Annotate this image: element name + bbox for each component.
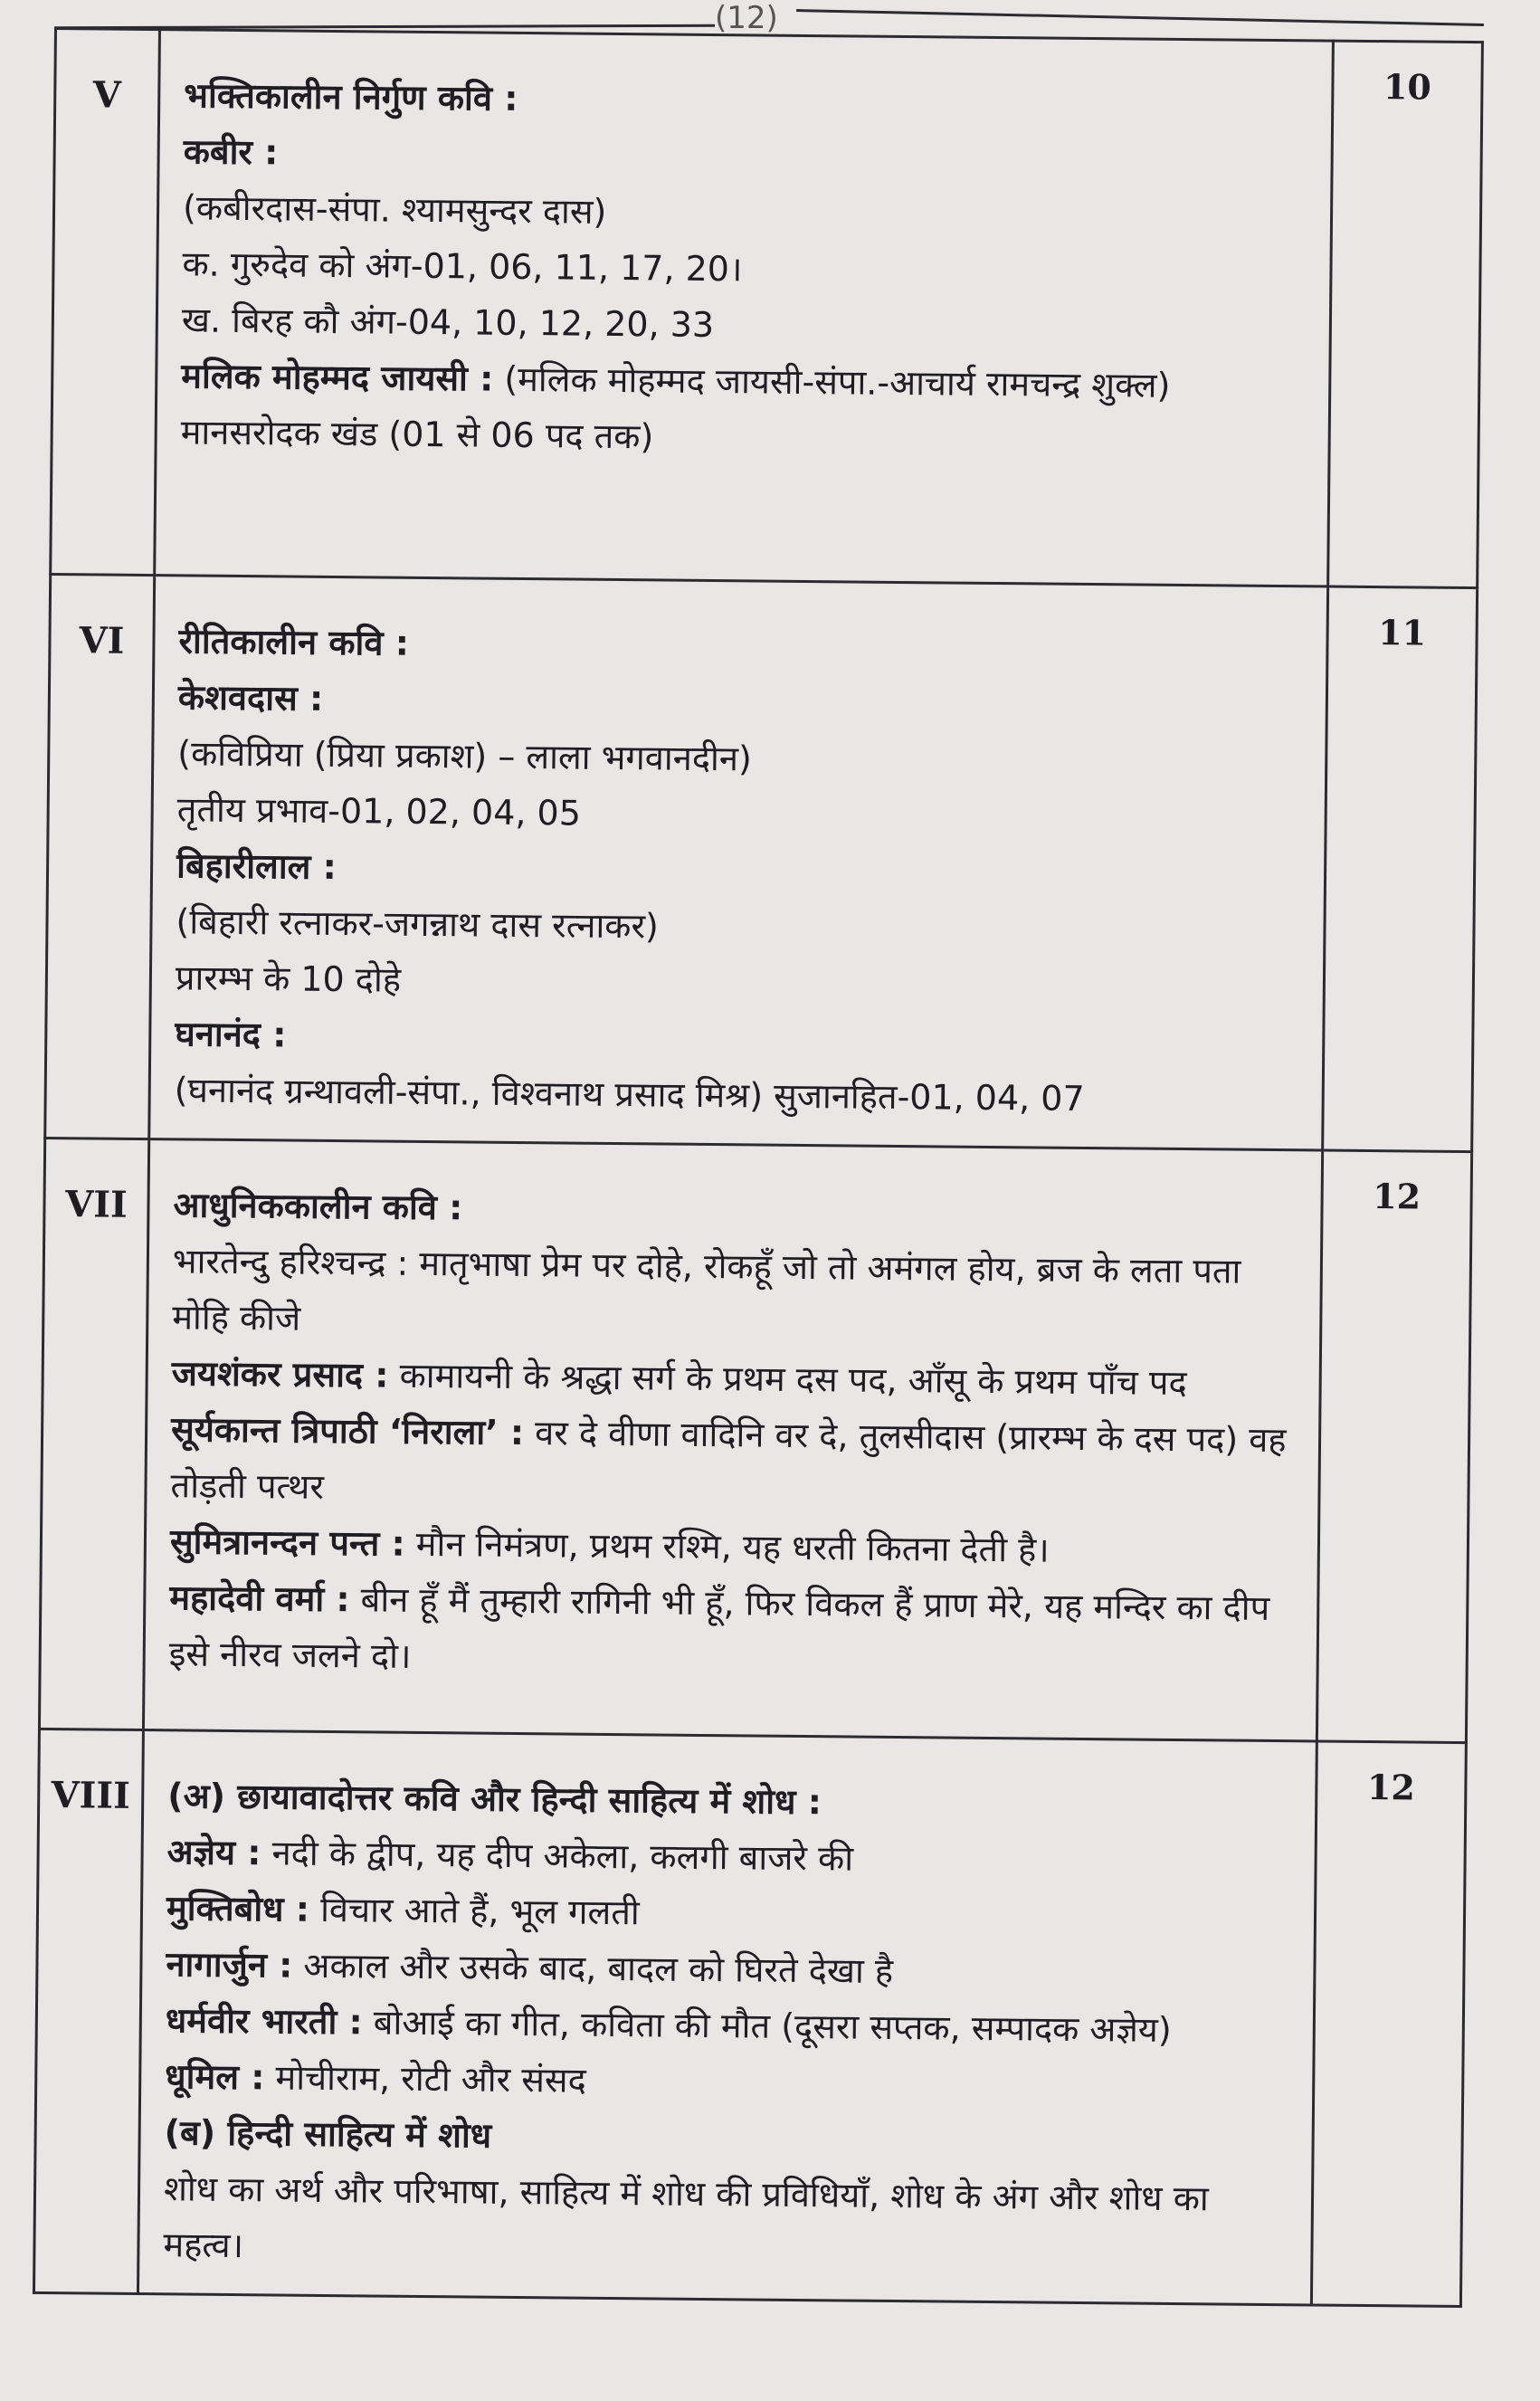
topic-text: (बिहारी रत्नाकर-जगन्नाथ दास रत्नाकर) bbox=[176, 901, 660, 947]
lectures-cell: 10 bbox=[1328, 41, 1483, 588]
topic-line bbox=[178, 613, 1303, 680]
topic-text: बोआई का गीत, कविता की मौत (दूसरा सप्तक, सम्पादक अज्ञेय) bbox=[362, 2002, 1172, 2050]
topic-cell bbox=[138, 1730, 1317, 2305]
topic-heading: (अ) छायावादोत्तर कवि और हिन्दी साहित्य में शोध : bbox=[167, 1776, 822, 1823]
topic-text: बीन हूँ मैं तुम्हारी रागिनी भी हूँ, फिर विकल हैं प्राण मेरे, यह मन्दिर का दीप इसे नीरव जलने दो। bbox=[168, 1579, 1270, 1676]
topic-heading: कबीर : bbox=[183, 131, 279, 173]
topic-text: वर दे वीणा वादिनि वर दे, तुलसीदास (प्रारम्भ के दस पद) वह तोड़ती पत्थर bbox=[170, 1413, 1287, 1507]
topic-heading: (ब) हिन्दी साहित्य में शोध bbox=[164, 2112, 492, 2156]
topic-line bbox=[170, 1401, 1295, 1524]
lectures-cell: 11 bbox=[1323, 586, 1478, 1152]
topic-heading: जयशंकर प्रसाद : bbox=[171, 1353, 389, 1396]
topic-text: अकाल और उसके बाद, बादल को घिरते देखा है bbox=[292, 1945, 894, 1991]
topic-heading: बिहारीलाल : bbox=[176, 845, 337, 888]
topic-text: क. गुरुदेव को अंग-01, 06, 11, 17, 20। bbox=[182, 243, 743, 290]
unit-cell: VII bbox=[39, 1138, 148, 1729]
top-rule-right bbox=[796, 9, 1484, 26]
topic-heading: सुमित्रानन्दन पन्त : bbox=[169, 1521, 405, 1564]
topic-text: विचार आते हैं, भूल गलती bbox=[309, 1889, 640, 1933]
topic-heading: भक्तिकालीन निर्गुण कवि : bbox=[184, 75, 518, 119]
topic-heading: सूर्यकान्त त्रिपाठी ‘निराला’ : bbox=[170, 1409, 525, 1453]
topic-text: मौन निमंत्रण, प्रथम रश्मि, यह धरती कितना देती है। bbox=[404, 1523, 1050, 1570]
topic-text: ख. बिरह कौ अंग-04, 10, 12, 20, 33 bbox=[181, 300, 715, 346]
topic-heading: नागार्जुन : bbox=[166, 1944, 293, 1986]
topic-line bbox=[172, 1233, 1297, 1356]
topic-line bbox=[184, 67, 1308, 134]
unit-cell: VIII bbox=[33, 1729, 143, 2293]
topic-heading: घनानंद : bbox=[175, 1014, 287, 1055]
topic-line bbox=[176, 949, 1300, 1016]
topic-cell bbox=[143, 1139, 1322, 1741]
topic-text: मोचीराम, रोटी और संसद bbox=[264, 2057, 586, 2101]
topic-text: मानसरोदक खंड (01 से 06 पद तक) bbox=[180, 412, 654, 457]
table-row bbox=[45, 574, 1478, 1151]
topic-text: (घनानंद ग्रन्थावली-संपा., विश्वनाथ प्रसाद मिश्र) सुजानहित-01, 04, 07 bbox=[174, 1070, 1085, 1119]
topic-text: (मलिक मोहम्मद जायसी-संपा.-आचार्य रामचन्द्र शुक्ल) bbox=[493, 358, 1171, 405]
topic-line bbox=[174, 1062, 1298, 1129]
unit-cell: V bbox=[51, 29, 160, 576]
topic-text: तृतीय प्रभाव-01, 02, 04, 05 bbox=[176, 789, 582, 834]
topic-line bbox=[176, 781, 1301, 848]
table-row bbox=[33, 1729, 1466, 2306]
topic-cell bbox=[149, 576, 1328, 1150]
page-number: (12) bbox=[715, 0, 778, 36]
topic-heading: महादेवी वर्मा : bbox=[169, 1577, 350, 1620]
topic-heading: मुक्तिबोध : bbox=[166, 1888, 310, 1929]
topic-text: (कविप्रिया (प्रिया प्रकाश) – लाला भगवानदीन) bbox=[177, 733, 753, 779]
topic-text: शोध का अर्थ और परिभाषा, साहित्य में शोध की प्रविधियाँ, शोध के अंग और शोध का महत्व। bbox=[163, 2168, 1209, 2266]
topic-text: नदी के द्वीप, यह दीप अकेला, कलगी बाजरे की bbox=[261, 1833, 854, 1879]
topic-text: प्रारम्भ के 10 दोहे bbox=[175, 958, 402, 1000]
topic-text: कामायनी के श्रद्धा सर्ग के प्रथम दस पद, आँसू के प्रथम पाँच पद bbox=[388, 1355, 1187, 1404]
topic-heading: केशवदास : bbox=[177, 677, 324, 719]
syllabus-table-body bbox=[33, 29, 1482, 2307]
table-row bbox=[51, 29, 1483, 588]
topic-text: (कबीरदास-संपा. श्यामसुन्दर दास) bbox=[182, 187, 607, 232]
lectures-cell: 12 bbox=[1311, 1741, 1466, 2307]
table-row bbox=[39, 1138, 1471, 1742]
topic-line bbox=[168, 1569, 1293, 1692]
topic-cell bbox=[155, 30, 1334, 586]
syllabus-table-wrapper bbox=[33, 27, 1484, 2276]
topic-heading: धर्मवीर भारती : bbox=[165, 2000, 363, 2043]
topic-heading: रीतिकालीन कवि : bbox=[178, 621, 410, 663]
topic-heading: मलिक मोहम्मद जायसी : bbox=[181, 356, 494, 399]
topic-heading: आधुनिककालीन कवि : bbox=[173, 1185, 463, 1228]
topic-text: भारतेन्दु हरिश्चन्द्र : मातृभाषा प्रेम पर दोहे, रोकहूँ जो तो अमंगल होय, ब्रज के लता पता मोहि कीजे bbox=[172, 1241, 1241, 1339]
topic-line bbox=[180, 404, 1305, 471]
topic-line bbox=[163, 2160, 1288, 2283]
topic-heading: धूमिल : bbox=[165, 2056, 265, 2098]
syllabus-table bbox=[33, 27, 1484, 2308]
unit-cell: VI bbox=[45, 574, 155, 1139]
lectures-cell: 12 bbox=[1317, 1150, 1471, 1743]
topic-heading: अज्ञेय : bbox=[166, 1832, 261, 1873]
